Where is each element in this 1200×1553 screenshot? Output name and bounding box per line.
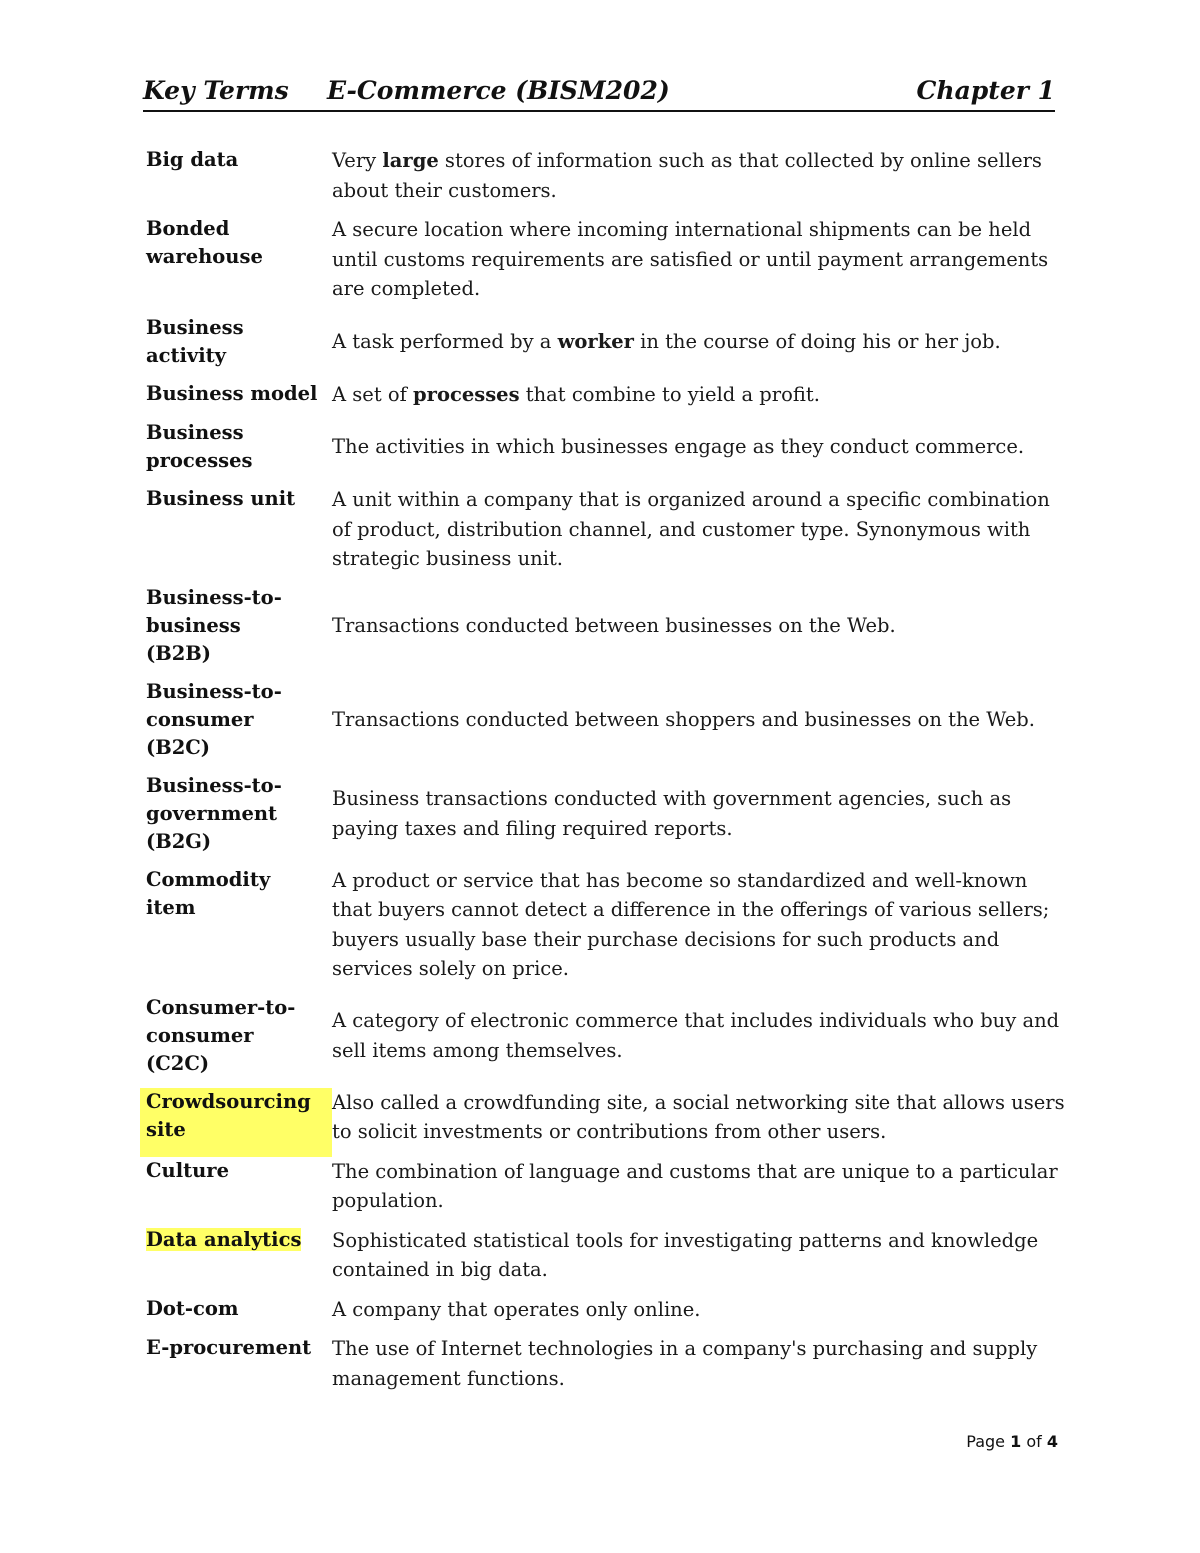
term: Commodity item: [146, 867, 271, 919]
header-key-terms: Key Terms: [143, 76, 289, 105]
table-row: [140, 419, 1065, 485]
table-row: [140, 772, 1065, 866]
table-row: [140, 1334, 1065, 1403]
definition: Also called a crowdfunding site, a social networking site that allows users to solicit investments or contributions from other users.: [332, 1090, 1065, 1143]
table-row: [140, 584, 1065, 678]
term: Dot-com: [146, 1296, 239, 1320]
definition: The use of Internet technologies in a company's purchasing and supply management functions.: [332, 1337, 1038, 1390]
term: Business model: [146, 381, 318, 405]
term: Consumer-to-consumer (C2C): [146, 995, 296, 1075]
term: Big data: [146, 148, 239, 171]
definition: Very large stores of information such as that collected by online sellers about their customers.: [332, 149, 1042, 202]
table-row: [140, 1295, 1065, 1335]
table-row: [140, 994, 1065, 1088]
table-row: [140, 485, 1065, 584]
definition: The combination of language and customs that are unique to a particular population.: [332, 1159, 1058, 1212]
definition: A task performed by a worker in the course of doing his or her job.: [332, 329, 1001, 353]
term: Business activity: [146, 315, 244, 367]
page-header: [143, 74, 1055, 112]
table-row: [140, 1088, 1065, 1157]
header-chapter: Chapter 1: [916, 76, 1055, 105]
definition: A set of processes that combine to yield a profit.: [332, 382, 820, 406]
term: Business-to-consumer (B2C): [146, 679, 282, 759]
term: Business-to-business (B2B): [146, 585, 282, 665]
definition: A company that operates only online.: [332, 1297, 701, 1321]
table-row: [140, 678, 1065, 772]
definition: A category of electronic commerce that includes individuals who buy and sell items among themselves.: [332, 1009, 1060, 1062]
table-row: [140, 314, 1065, 380]
table-row: [140, 866, 1065, 994]
term: Business-to-government (B2G): [146, 773, 282, 853]
definition: Transactions conducted between shoppers and businesses on the Web.: [332, 707, 1035, 731]
definition: Sophisticated statistical tools for investigating patterns and knowledge contained in big data.: [332, 1228, 1039, 1281]
definition: A secure location where incoming international shipments can be held until customs requirements are satisfied or until payment arrangements are completed.: [332, 218, 1049, 300]
table-row: [140, 146, 1065, 215]
definition: Business transactions conducted with government agencies, such as paying taxes and filing required reports.: [332, 787, 1012, 840]
page-number: Page 1 of 4: [966, 1432, 1058, 1451]
definition: The activities in which businesses engage as they conduct commerce.: [332, 435, 1025, 459]
term: Culture: [146, 1158, 229, 1182]
term-highlighted: Data analytics: [146, 1227, 302, 1251]
table-row: [140, 380, 1065, 420]
term: E-procurement: [146, 1336, 312, 1359]
table-row: [140, 1226, 1065, 1295]
table-row: [140, 1157, 1065, 1226]
definition: Transactions conducted between businesses on the Web.: [332, 613, 896, 637]
term: [140, 1226, 332, 1295]
term: Business processes: [146, 421, 253, 472]
key-terms-table: [140, 146, 1065, 1403]
term: Bonded warehouse: [146, 217, 263, 268]
term: Business unit: [146, 487, 296, 510]
definition: A product or service that has become so standardized and well-known that buyers cannot detect a difference in the offerings of various sellers; buyers usually base their purchase decisions for such products and services solely on price.: [332, 868, 1050, 980]
definition: A unit within a company that is organized around a specific combination of product, distribution channel, and customer type. Synonymous with strategic business unit.: [332, 488, 1050, 570]
header-course-title: E-Commerce (BISM202): [327, 76, 670, 105]
table-row: [140, 215, 1065, 314]
term-highlighted: Crowdsourcing site: [140, 1088, 332, 1157]
